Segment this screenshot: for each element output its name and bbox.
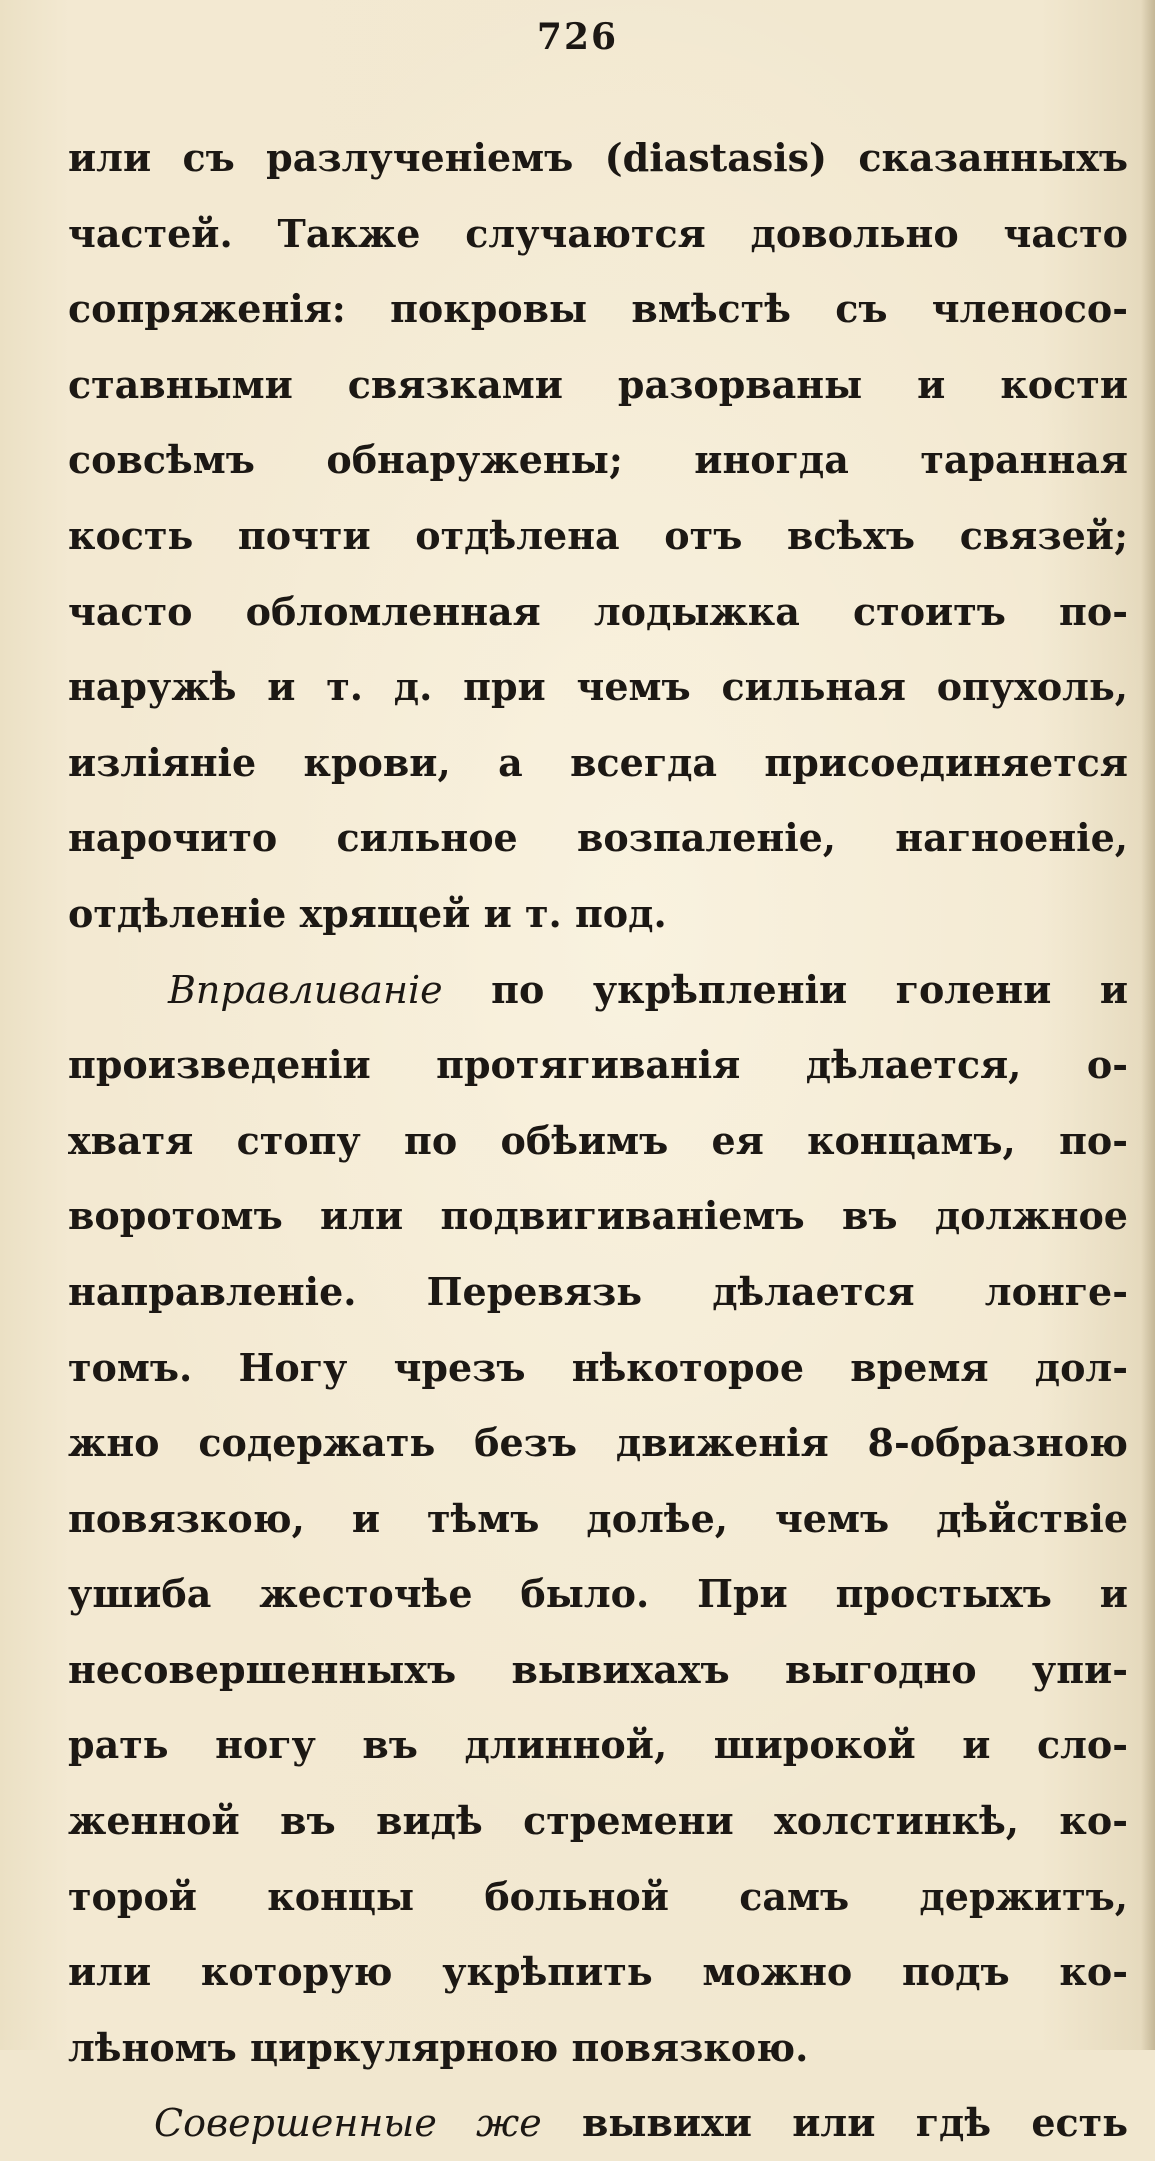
text-line: произведеніи протягиванія дѣлается, о- [68,1042,1128,1088]
text-line: кость почти отдѣлена отъ всѣхъ связей; [68,512,1128,558]
text-line: ставными связками разорваны и кости [68,361,1128,407]
text-line: торой концы больной самъ держитъ, [68,1873,1128,1919]
text-line: направленіе. Перевязь дѣлается лонге- [68,1268,1128,1314]
paragraph-start-line: Вправливаніе по укрѣпленіи голени и [168,966,1128,1012]
text-line: лѣномъ циркулярною повязкою. [68,2024,809,2070]
text-line: ушиба жесточѣе было. При простыхъ и [68,1571,1128,1617]
text-line: несовершенныхъ вывихахъ выгодно упи- [68,1646,1128,1692]
text-line: совсѣмъ обнаружены; иногда таранная [68,437,1128,483]
italic-term: Совершенные же [154,2101,542,2146]
text-line: отдѣленіе хрящей и т. под. [68,890,667,936]
text-line: наружѣ и т. д. при чемъ сильная опухоль, [68,664,1128,710]
text-line: жно содержать безъ движенія 8-образною [68,1420,1128,1466]
italic-term: Вправливаніе [168,967,443,1012]
text-line: часто обломленная лодыжка стоитъ по- [68,588,1128,634]
page-number: 726 [536,16,619,58]
paragraph-start-line: Совершенные же вывихи или гдѣ есть [154,2100,1128,2146]
text-line: сопряженія: покровы вмѣстѣ съ членосо- [68,286,1128,332]
text-line: повязкою, и тѣмъ долѣе, чемъ дѣйствіе [68,1495,1128,1541]
text-line: изліяніе крови, а всегда присоединяется [68,739,1128,785]
text-line: или съ разлученіемъ (diastasis) сказанныхъ [68,135,1128,180]
text-line: или которую укрѣпить можно подъ ко- [68,1949,1128,1995]
page-edge-shadow [1141,0,1155,2050]
text-line: хватя стопу по обѣимъ ея концамъ, по- [68,1117,1128,1163]
text-line: воротомъ или подвигиваніемъ въ должное [68,1193,1128,1239]
text-line: женной въ видѣ стремени холстинкѣ, ко- [68,1798,1128,1844]
text-line: рать ногу въ длинной, широкой и сло- [68,1722,1128,1768]
body-text [68,120,1128,2161]
text-line: частей. Также случаются довольно часто [68,210,1128,256]
text-line: нарочито сильное возпаленіе, нагноеніе, [68,815,1128,861]
text-line: томъ. Ногу чрезъ нѣкоторое время дол- [68,1344,1128,1390]
